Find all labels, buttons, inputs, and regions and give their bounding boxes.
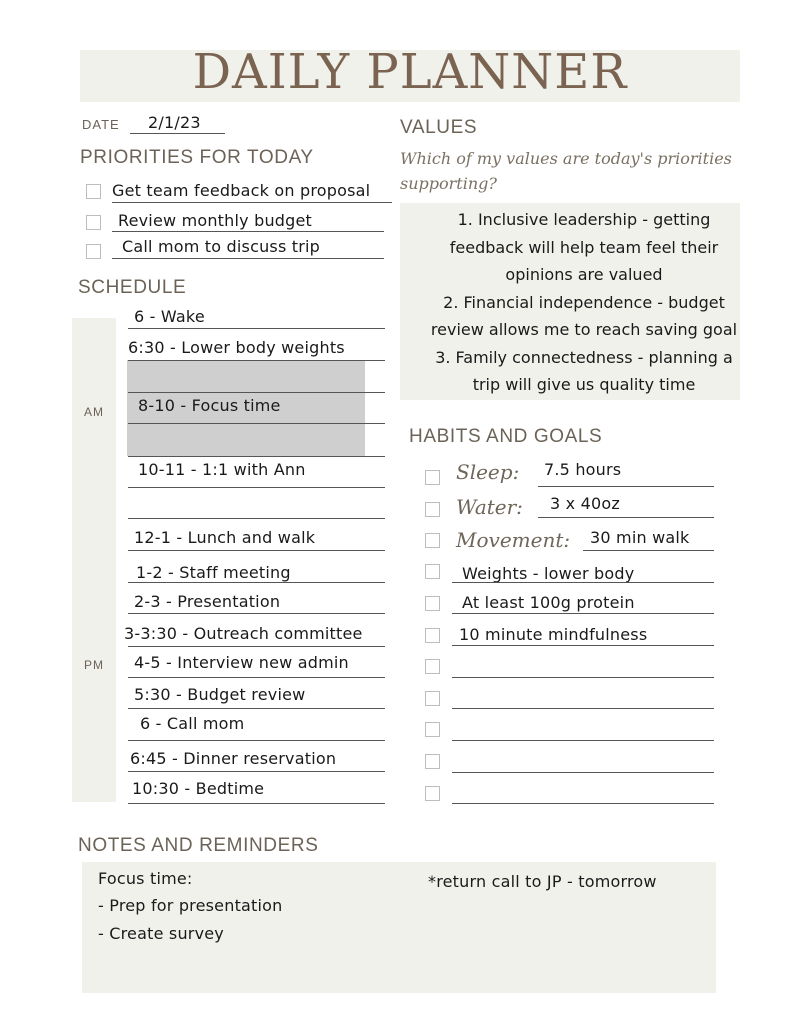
priority-item[interactable]: Call mom to discuss trip [122, 237, 321, 256]
schedule-line [128, 328, 385, 329]
sleep-label: Sleep: [456, 460, 520, 484]
note-reminder: *return call to JP - tomorrow [428, 872, 657, 891]
note-line: - Create survey [98, 924, 224, 943]
schedule-time-band [72, 318, 116, 802]
schedule-entry[interactable]: 6:30 - Lower body weights [128, 338, 345, 357]
habit-checkbox[interactable] [425, 786, 440, 801]
schedule-entry[interactable]: 6:45 - Dinner reservation [130, 749, 337, 768]
values-question-line1: Which of my values are today's priorities [400, 149, 732, 168]
habits-heading: HABITS AND GOALS [409, 426, 603, 447]
habit-checkbox[interactable] [425, 533, 440, 548]
schedule-entry[interactable]: 12-1 - Lunch and walk [134, 528, 316, 547]
note-line: - Prep for presentation [98, 896, 283, 915]
values-answers[interactable] [400, 206, 768, 399]
water-value[interactable]: 3 x 40oz [550, 494, 620, 513]
goal-item[interactable]: Weights - lower body [462, 564, 635, 583]
values-answer-line: review allows me to reach saving goal [430, 320, 738, 339]
priority-checkbox[interactable] [86, 244, 101, 259]
values-answer-line: 3. Family connectedness - planning a [435, 347, 733, 367]
notes-heading: NOTES AND REMINDERS [78, 835, 319, 856]
habit-checkbox[interactable] [425, 722, 440, 737]
schedule-entry[interactable]: 6 - Wake [134, 307, 205, 326]
habit-checkbox[interactable] [425, 596, 440, 611]
schedule-line [128, 487, 385, 488]
priority-checkbox[interactable] [86, 215, 101, 230]
schedule-entry[interactable]: 1-2 - Staff meeting [136, 563, 291, 582]
schedule-line [128, 456, 385, 457]
date-line [130, 133, 225, 134]
priority-line [112, 202, 392, 203]
priority-line [112, 258, 384, 259]
schedule-line [128, 771, 385, 772]
goal-item[interactable]: 10 minute mindfulness [459, 625, 648, 644]
habit-checkbox[interactable] [425, 659, 440, 674]
schedule-entry[interactable]: 6 - Call mom [140, 714, 245, 733]
habit-line [538, 486, 714, 487]
schedule-line [128, 740, 385, 741]
values-question-line2: supporting? [400, 174, 497, 193]
schedule-entry[interactable]: 8-10 - Focus time [138, 396, 281, 415]
habit-line [452, 772, 714, 773]
schedule-line [128, 550, 385, 551]
schedule-heading: SCHEDULE [78, 277, 187, 298]
habit-line [452, 613, 714, 614]
habit-checkbox[interactable] [425, 691, 440, 706]
habit-checkbox[interactable] [425, 754, 440, 769]
am-label: AM [84, 405, 104, 419]
schedule-entry[interactable]: 10-11 - 1:1 with Ann [138, 460, 306, 479]
water-label: Water: [456, 495, 523, 519]
schedule-line [128, 518, 385, 519]
values-heading: VALUES [400, 117, 478, 138]
values-answer-line: opinions are valued [505, 265, 663, 284]
date-value[interactable]: 2/1/23 [148, 113, 201, 132]
schedule-entry[interactable]: 4-5 - Interview new admin [134, 653, 349, 672]
pm-label: PM [84, 658, 104, 672]
schedule-line [128, 582, 385, 583]
priority-checkbox[interactable] [86, 184, 101, 199]
movement-value[interactable]: 30 min walk [590, 528, 690, 547]
habit-line [452, 803, 714, 804]
date-label: DATE [82, 117, 120, 132]
schedule-line [128, 708, 385, 709]
habit-line [452, 677, 714, 678]
schedule-line [128, 646, 385, 647]
habit-checkbox[interactable] [425, 564, 440, 579]
priority-line [112, 231, 384, 232]
note-line: Focus time: [98, 869, 193, 888]
values-answer-line: feedback will help team feel their [449, 237, 719, 257]
values-answer-line: 1. Inclusive leadership - getting [457, 210, 711, 229]
schedule-line [128, 677, 385, 678]
schedule-line [128, 360, 385, 361]
movement-label: Movement: [456, 528, 571, 552]
priorities-heading: PRIORITIES FOR TODAY [80, 147, 314, 168]
sleep-value[interactable]: 7.5 hours [544, 460, 622, 479]
values-answer-line: trip will give us quality time [472, 375, 696, 394]
values-answer-line: 2. Financial independence - budget [443, 292, 725, 312]
habit-line [452, 740, 714, 741]
schedule-entry[interactable]: 2-3 - Presentation [134, 592, 281, 611]
habit-checkbox[interactable] [425, 502, 440, 517]
habit-line [452, 582, 714, 583]
habit-checkbox[interactable] [425, 470, 440, 485]
schedule-line [128, 803, 385, 804]
habit-line [538, 517, 714, 518]
priority-item[interactable]: Review monthly budget [118, 211, 313, 230]
schedule-line [128, 423, 385, 424]
priority-item[interactable]: Get team feedback on proposal [112, 181, 371, 200]
schedule-entry[interactable]: 10:30 - Bedtime [132, 779, 265, 798]
schedule-line [128, 392, 385, 393]
habit-line [452, 708, 714, 709]
schedule-entry[interactable]: 5:30 - Budget review [134, 685, 306, 704]
page-title: DAILY PLANNER [192, 44, 628, 100]
habit-checkbox[interactable] [425, 628, 440, 643]
habit-line [452, 645, 714, 646]
habit-line [583, 550, 714, 551]
schedule-line [128, 613, 385, 614]
schedule-entry[interactable]: 3-3:30 - Outreach committee [124, 624, 363, 643]
goal-item[interactable]: At least 100g protein [462, 593, 635, 612]
